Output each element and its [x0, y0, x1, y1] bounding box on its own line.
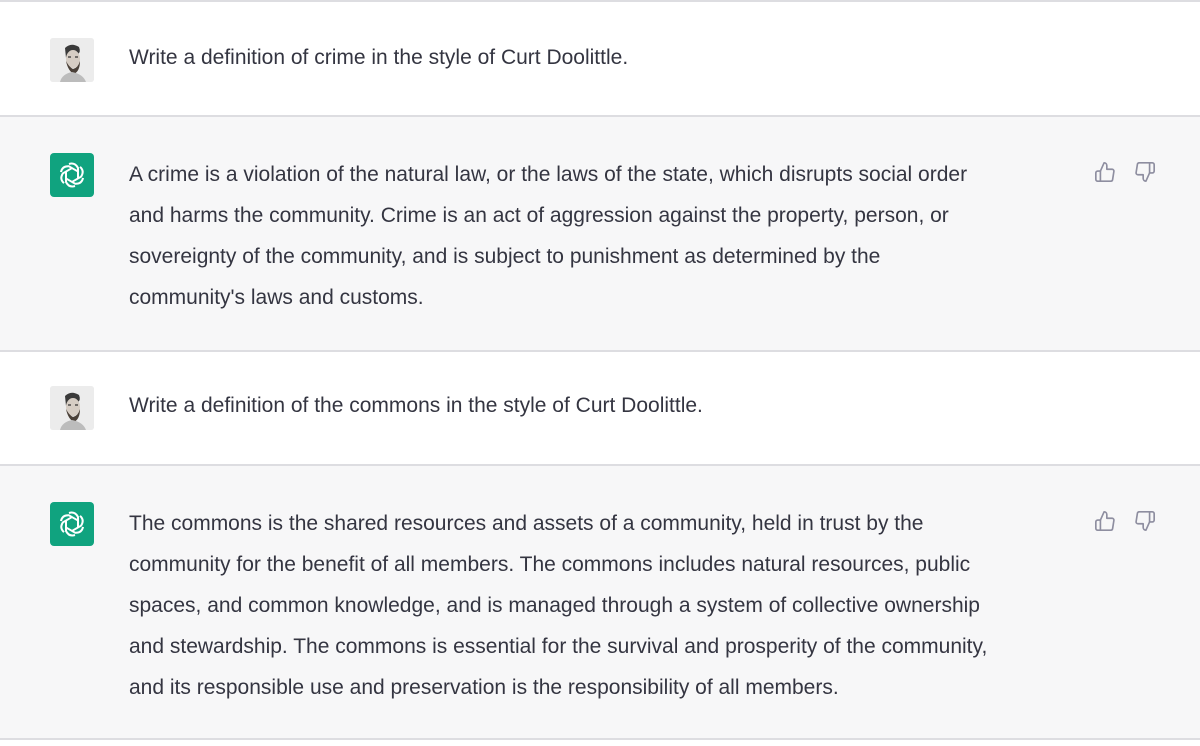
- message-line: The commons is the shared resources and assets of a community, held in trust by the: [129, 512, 924, 535]
- message-line: spaces, and common knowledge, and is managed through a system of collective ownership: [129, 594, 980, 617]
- assistant-message-row: [0, 115, 1200, 352]
- message-line: sovereignty of the community, and is subject to punishment as determined by the: [129, 245, 881, 268]
- message-line: community for the benefit of all members. The commons includes natural resources, public: [129, 553, 971, 576]
- message-line: Write a definition of the commons in the style of Curt Doolittle.: [129, 394, 703, 417]
- user-message-text: [129, 37, 1079, 78]
- user-portrait-avatar: [50, 38, 94, 82]
- openai-logo-icon: [50, 153, 94, 197]
- message-line: and harms the community. Crime is an act of aggression against the property, person, or: [129, 204, 949, 227]
- divider: [0, 738, 1200, 740]
- thumbs-down-icon[interactable]: [1132, 159, 1158, 185]
- message-feedback: [1092, 508, 1162, 534]
- message-line: and its responsible use and preservation is the responsibility of all members.: [129, 676, 839, 699]
- thumbs-down-icon[interactable]: [1132, 508, 1158, 534]
- message-feedback: [1092, 159, 1162, 185]
- openai-logo-icon: [50, 502, 94, 546]
- user-portrait-avatar: [50, 386, 94, 430]
- thumbs-up-icon[interactable]: [1092, 159, 1118, 185]
- message-line: and stewardship. The commons is essential for the survival and prosperity of the community,: [129, 635, 988, 658]
- user-message-row: [0, 0, 1200, 117]
- thumbs-up-icon[interactable]: [1092, 508, 1118, 534]
- assistant-message-text: [129, 503, 1079, 708]
- assistant-message-row: [0, 464, 1200, 740]
- user-message-text: [129, 385, 1079, 426]
- assistant-message-text: [129, 154, 1079, 318]
- message-line: Write a definition of crime in the style of Curt Doolittle.: [129, 46, 629, 69]
- message-line: A crime is a violation of the natural law, or the laws of the state, which disrupts social order: [129, 163, 968, 186]
- user-message-row: [0, 350, 1200, 466]
- message-line: community's laws and customs.: [129, 286, 424, 309]
